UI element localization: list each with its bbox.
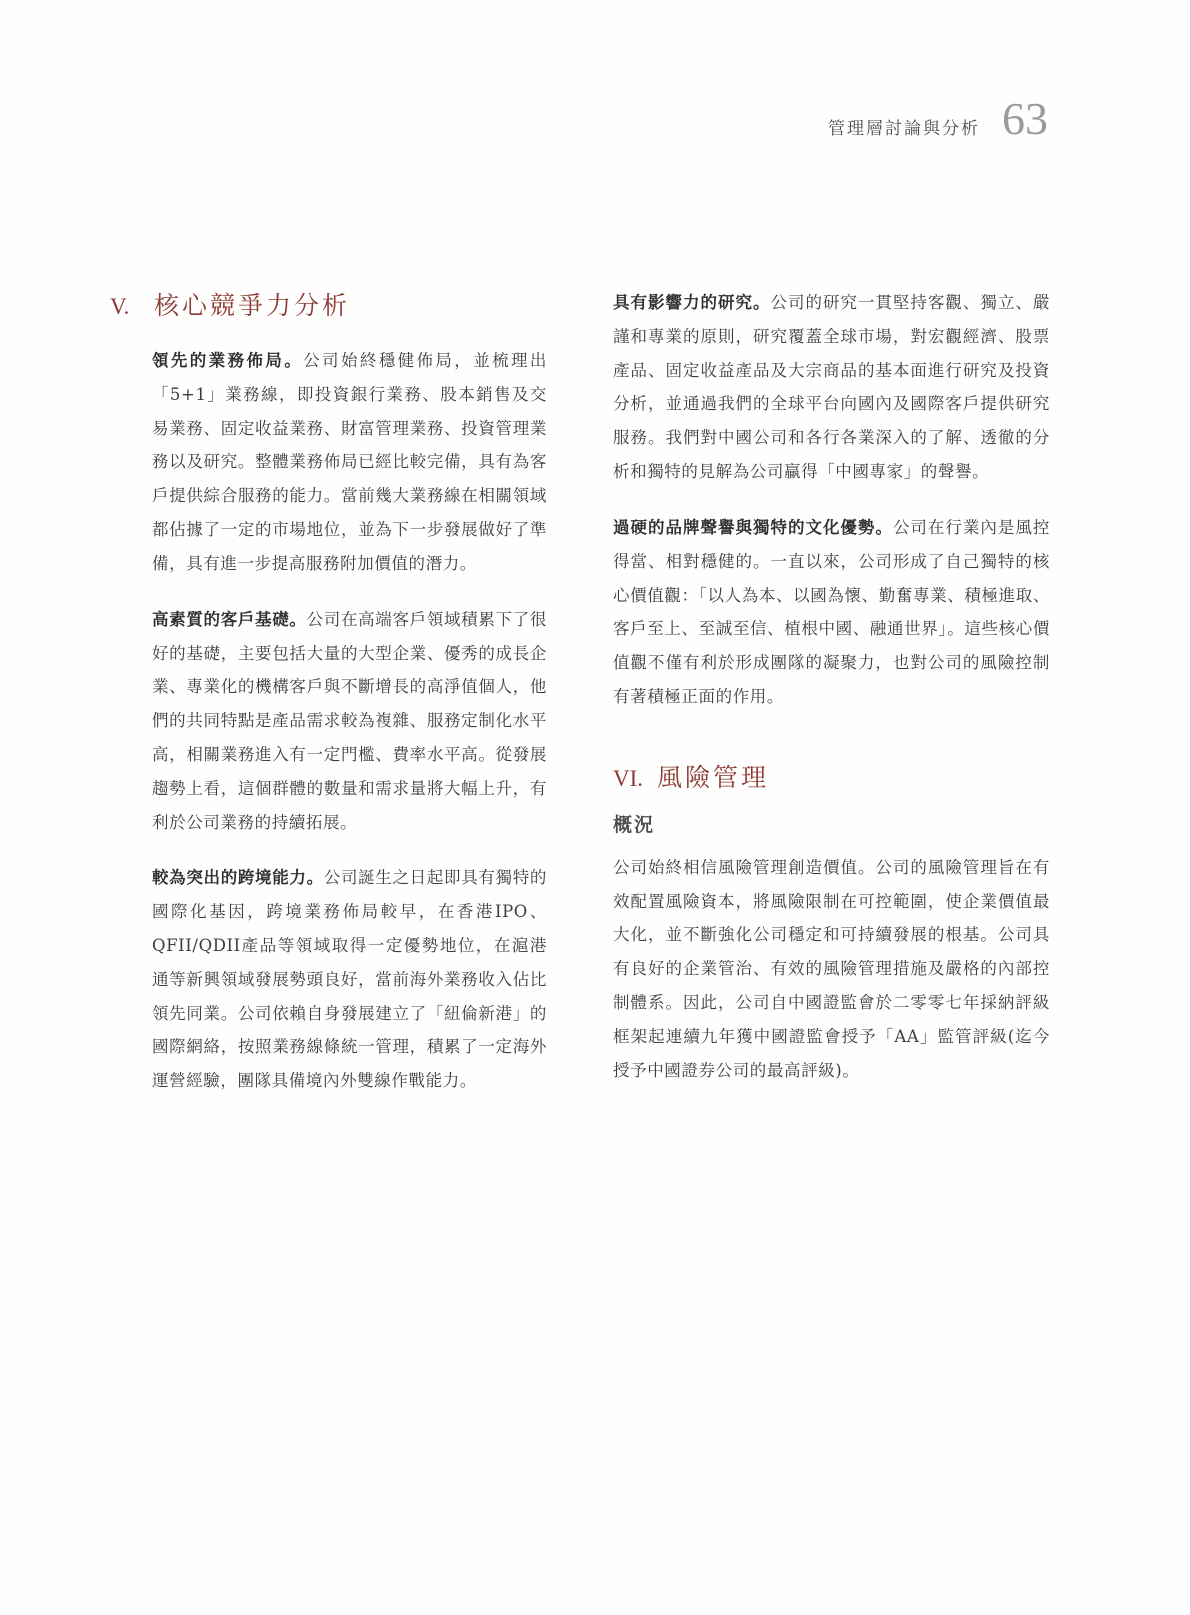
paragraph-text: 公司的研究一貫堅持客觀、獨立、嚴謹和專業的原則，研究覆蓋全球市場，對宏觀經濟、股票產品、固定收益產品及大宗商品的基本面進行研究及投資分析，並通過我們的全球平台向國內及國際客戶提供研究服務。我們對中國公司和各行各業深入的了解、透徹的分析和獨特的見解為公司贏得「中國專家」的聲譽。 — [613, 293, 1050, 482]
paragraph — [152, 603, 547, 840]
section-body-continued — [613, 286, 1050, 714]
paragraph-lead: 具有影響力的研究。 — [613, 293, 771, 312]
subsection-heading-overview: 概況 — [613, 813, 656, 836]
paragraph — [613, 851, 1050, 1088]
section-body — [110, 344, 547, 1098]
running-title: 管理層討論與分析 — [828, 119, 980, 139]
paragraph-text: 公司在高端客戶領域積累下了很好的基礎，主要包括大量的大型企業、優秀的成長企業、專業化的機構客戶與不斷增長的高淨值個人，他們的共同特點是產品需求較為複雜、服務定制化水平高，相關業務進入有一定門檻、費率水平高。從發展趨勢上看，這個群體的數量和需求量將大幅上升，有利於公司業務的持續拓展。 — [152, 609, 547, 832]
paragraph-lead: 較為突出的跨境能力。 — [152, 868, 324, 888]
paragraph-lead: 過硬的品牌聲譽與獨特的文化優勢。 — [613, 517, 893, 537]
paragraph — [613, 511, 1050, 714]
paragraph-text: 公司在行業內是風控得當、相對穩健的。一直以來，公司形成了自己獨特的核心價值觀：「以人為本、以國為懷、勤奮專業、積極進取、客戶至上、至誠至信、植根中國、融通世界」。這些核心價值觀不僅有利於形成團隊的凝聚力，也對公司的風險控制有著積極正面的作用。 — [613, 517, 1050, 706]
section-number: V. — [110, 294, 130, 319]
section-title: 核心競爭力分析 — [154, 291, 351, 320]
paragraph — [613, 286, 1050, 489]
two-column-body — [110, 286, 1050, 1098]
column-left — [110, 286, 547, 1098]
column-right — [613, 286, 1050, 1098]
paragraph-lead: 高素質的客戶基礎。 — [152, 609, 307, 629]
section-body-risk — [613, 810, 1050, 1088]
page-number: 63 — [1002, 93, 1048, 144]
paragraph-text: 公司始終穩健佈局，並梳理出「5+1」業務線，即投資銀行業務、股本銷售及交易業務、固定收益業務、財富管理業務、投資管理業務以及研究。整體業務佈局已經比較完備，具有為客戶提供綜合服務的能力。當前幾大業務線在相關領域都佔據了一定的市場地位，並為下一步發展做好了準備，具有進一步提高服務附加價值的潛力。 — [152, 351, 547, 573]
section-heading-core-competitiveness — [110, 286, 547, 322]
paragraph — [152, 861, 547, 1098]
paragraph-text: 公司始終相信風險管理創造價值。公司的風險管理旨在有效配置風險資本，將風險限制在可控範圍，使企業價值最大化，並不斷強化公司穩定和可持續發展的根基。公司具有良好的企業管治、有效的風險管理措施及嚴格的內部控制體系。因此，公司自中國證監會於二零零七年採納評級框架起連續九年獲中國證監會授予「AA」監管評級(迄今授予中國證券公司的最高評級)。 — [613, 857, 1050, 1080]
section-number: VI. — [613, 765, 644, 791]
section-title: 風險管理 — [657, 762, 770, 792]
paragraph-lead: 領先的業務佈局。 — [152, 351, 304, 370]
paragraph-text: 公司誕生之日起即具有獨特的國際化基因，跨境業務佈局較早，在香港IPO、QFII/QDII產品等領域取得一定優勢地位，在滬港通等新興領域發展勢頭良好，當前海外業務收入佔比領先同業。公司依賴自身發展建立了「紐倫新港」的國際網絡，按照業務線條統一管理，積累了一定海外運營經驗，團隊具備境內外雙線作戰能力。 — [152, 868, 548, 1091]
page-header — [828, 93, 1048, 144]
paragraph — [152, 344, 547, 581]
section-heading-risk-management — [613, 758, 1050, 794]
